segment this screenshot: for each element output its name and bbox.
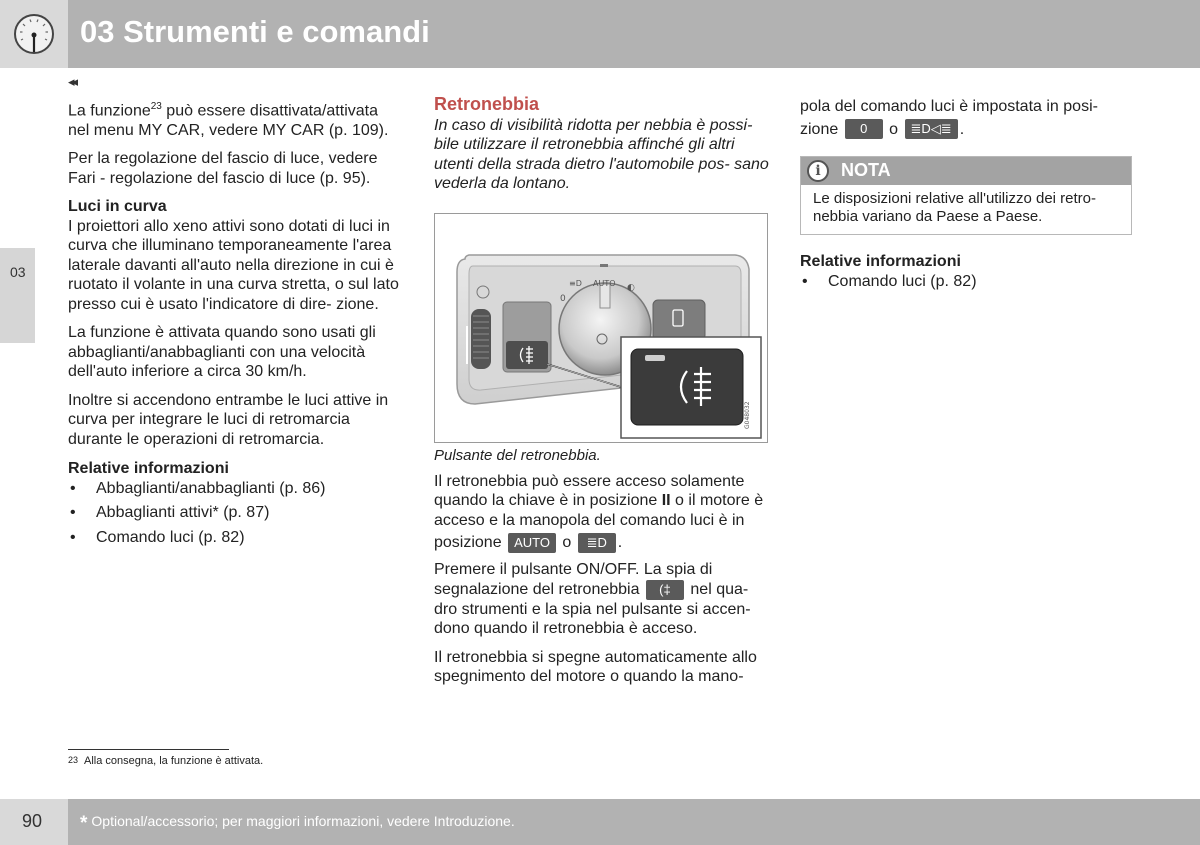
column-1 — [68, 97, 403, 552]
list-item[interactable]: • Comando luci (p. 82) — [802, 272, 977, 290]
column-3 — [800, 97, 1135, 152]
section-title: Retronebbia — [434, 94, 540, 114]
list-item[interactable]: • Comando luci (p. 82) — [70, 528, 245, 546]
paragraph-luci-curva: I proiettori allo xeno attivi sono dotati di luci in curva che illuminano temporaneamente l'area laterale davanti all'auto nella direzione in cui è ruotato il volante in una curva stretta, o sul lato presso cui è usato l'indicatore di dire- zione. — [68, 217, 399, 313]
figure-caption: Pulsante del retronebbia. — [434, 447, 601, 464]
intro-paragraph: In caso di visibilità ridotta per nebbia è possi- bile utilizzare il retronebbia affinché gli altri utenti della strada dietro l'automobile pos- sano vederla da lontano. — [434, 116, 769, 192]
list-item[interactable]: • Abbaglianti attivi* (p. 87) — [70, 504, 270, 522]
paragraph-retromarcia: Inoltre si accendono entrambe le luci attive in curva per integrare le luci di retromarcia durante le operazioni di retromarcia. — [68, 391, 389, 448]
auto-symbol: AUTO — [508, 533, 556, 553]
column-2-lower — [434, 446, 769, 696]
chapter-tab-label: 03 — [10, 264, 26, 280]
paragraph-onoff-cont: segnalazione del retronebbia (‡ nel qua- dro strumenti e la spia nel pulsante si accen- dono quando il retronebbia è acceso. — [434, 580, 751, 637]
page-header — [0, 0, 1200, 68]
note-header — [801, 157, 1131, 185]
headlight-switch-figure — [434, 213, 768, 443]
paragraph-activation-position: posizione AUTO o ≣D . — [434, 534, 623, 551]
paragraph-regolazione: Per la regolazione del fascio di luce, vedere Fari - regolazione del fascio di luce (p. 95). — [68, 150, 378, 187]
paragraph-onoff: Premere il pulsante ON/OFF. La spia di — [434, 561, 713, 578]
low-beam-symbol-icon: ≣D — [578, 533, 616, 553]
paragraph-attivata: La funzione è attivata quando sono usati gli abbaglianti/anabbaglianti con una velocità dell'auto inferiore a circa 30 km/h. — [68, 324, 376, 381]
svg-text:◐: ◐ — [627, 283, 635, 293]
info-icon: i — [807, 160, 829, 182]
chapter-tab[interactable] — [0, 248, 35, 343]
note-title: NOTA — [841, 160, 891, 180]
paragraph-function: La funzione$^{23}$ può essere disattivata/attivata nel menu MY CAR, vedere MY CAR (p. 109). — [68, 101, 389, 139]
heading-relative-info: Relative informazioni — [68, 460, 229, 478]
svg-text:≡D: ≡D — [569, 279, 582, 288]
gauge-icon — [0, 0, 68, 68]
page-title: 03 Strumenti e comandi — [80, 14, 430, 49]
auto-mark: AUTO — [593, 279, 616, 288]
position-lights-symbol-icon: ≣D◁≣ — [905, 119, 958, 139]
footnote-divider — [68, 749, 229, 750]
paragraph-knob-position: pola del comando luci è impostata in posi- — [800, 98, 1098, 115]
column-3-lower — [800, 246, 1135, 296]
page-number: 90 — [22, 811, 43, 831]
heading-relative-info-3: Relative informazioni — [800, 253, 961, 270]
back-nav-button[interactable]: ◂◂ — [68, 74, 76, 89]
paragraph-auto-off: Il retronebbia si spegne automaticamente allo spegnimento del motore o quando la mano- — [434, 648, 757, 685]
related-links-list-3 — [800, 272, 1135, 292]
paragraph-activation: Il retronebbia può essere acceso solamente quando la chiave è in posizione II o il motore è acceso e la manopola del comando luci è in — [434, 472, 764, 529]
heading-luci-in-curva: Luci in curva — [68, 198, 167, 216]
note-box — [800, 156, 1132, 235]
header-icon-box — [0, 0, 68, 68]
zero-mark: 0 — [560, 294, 566, 304]
zero-position-symbol: 0 — [845, 119, 883, 139]
note-body: Le disposizioni relative all'utilizzo dei retro- nebbia variano da Paese a Paese. — [813, 190, 1096, 225]
related-links-list — [68, 479, 403, 548]
paragraph-knob-position-cont: zione 0 o ≣D◁≣ . — [800, 120, 965, 138]
column-2 — [434, 95, 769, 203]
figure-code: G048032 — [744, 401, 751, 429]
list-item[interactable]: • Abbaglianti/anabbaglianti (p. 86) — [70, 479, 326, 497]
light-panel-illustration — [435, 214, 768, 443]
footer-note: * Optional/accessorio; per maggiori informazioni, vedere Introduzione. — [80, 813, 515, 834]
footnote: $^{23}$ Alla consegna, la funzione è attivata. — [68, 755, 264, 767]
page-footer — [0, 799, 1200, 845]
page-number-box — [0, 799, 68, 845]
rear-fog-symbol-icon: (‡ — [646, 580, 684, 600]
